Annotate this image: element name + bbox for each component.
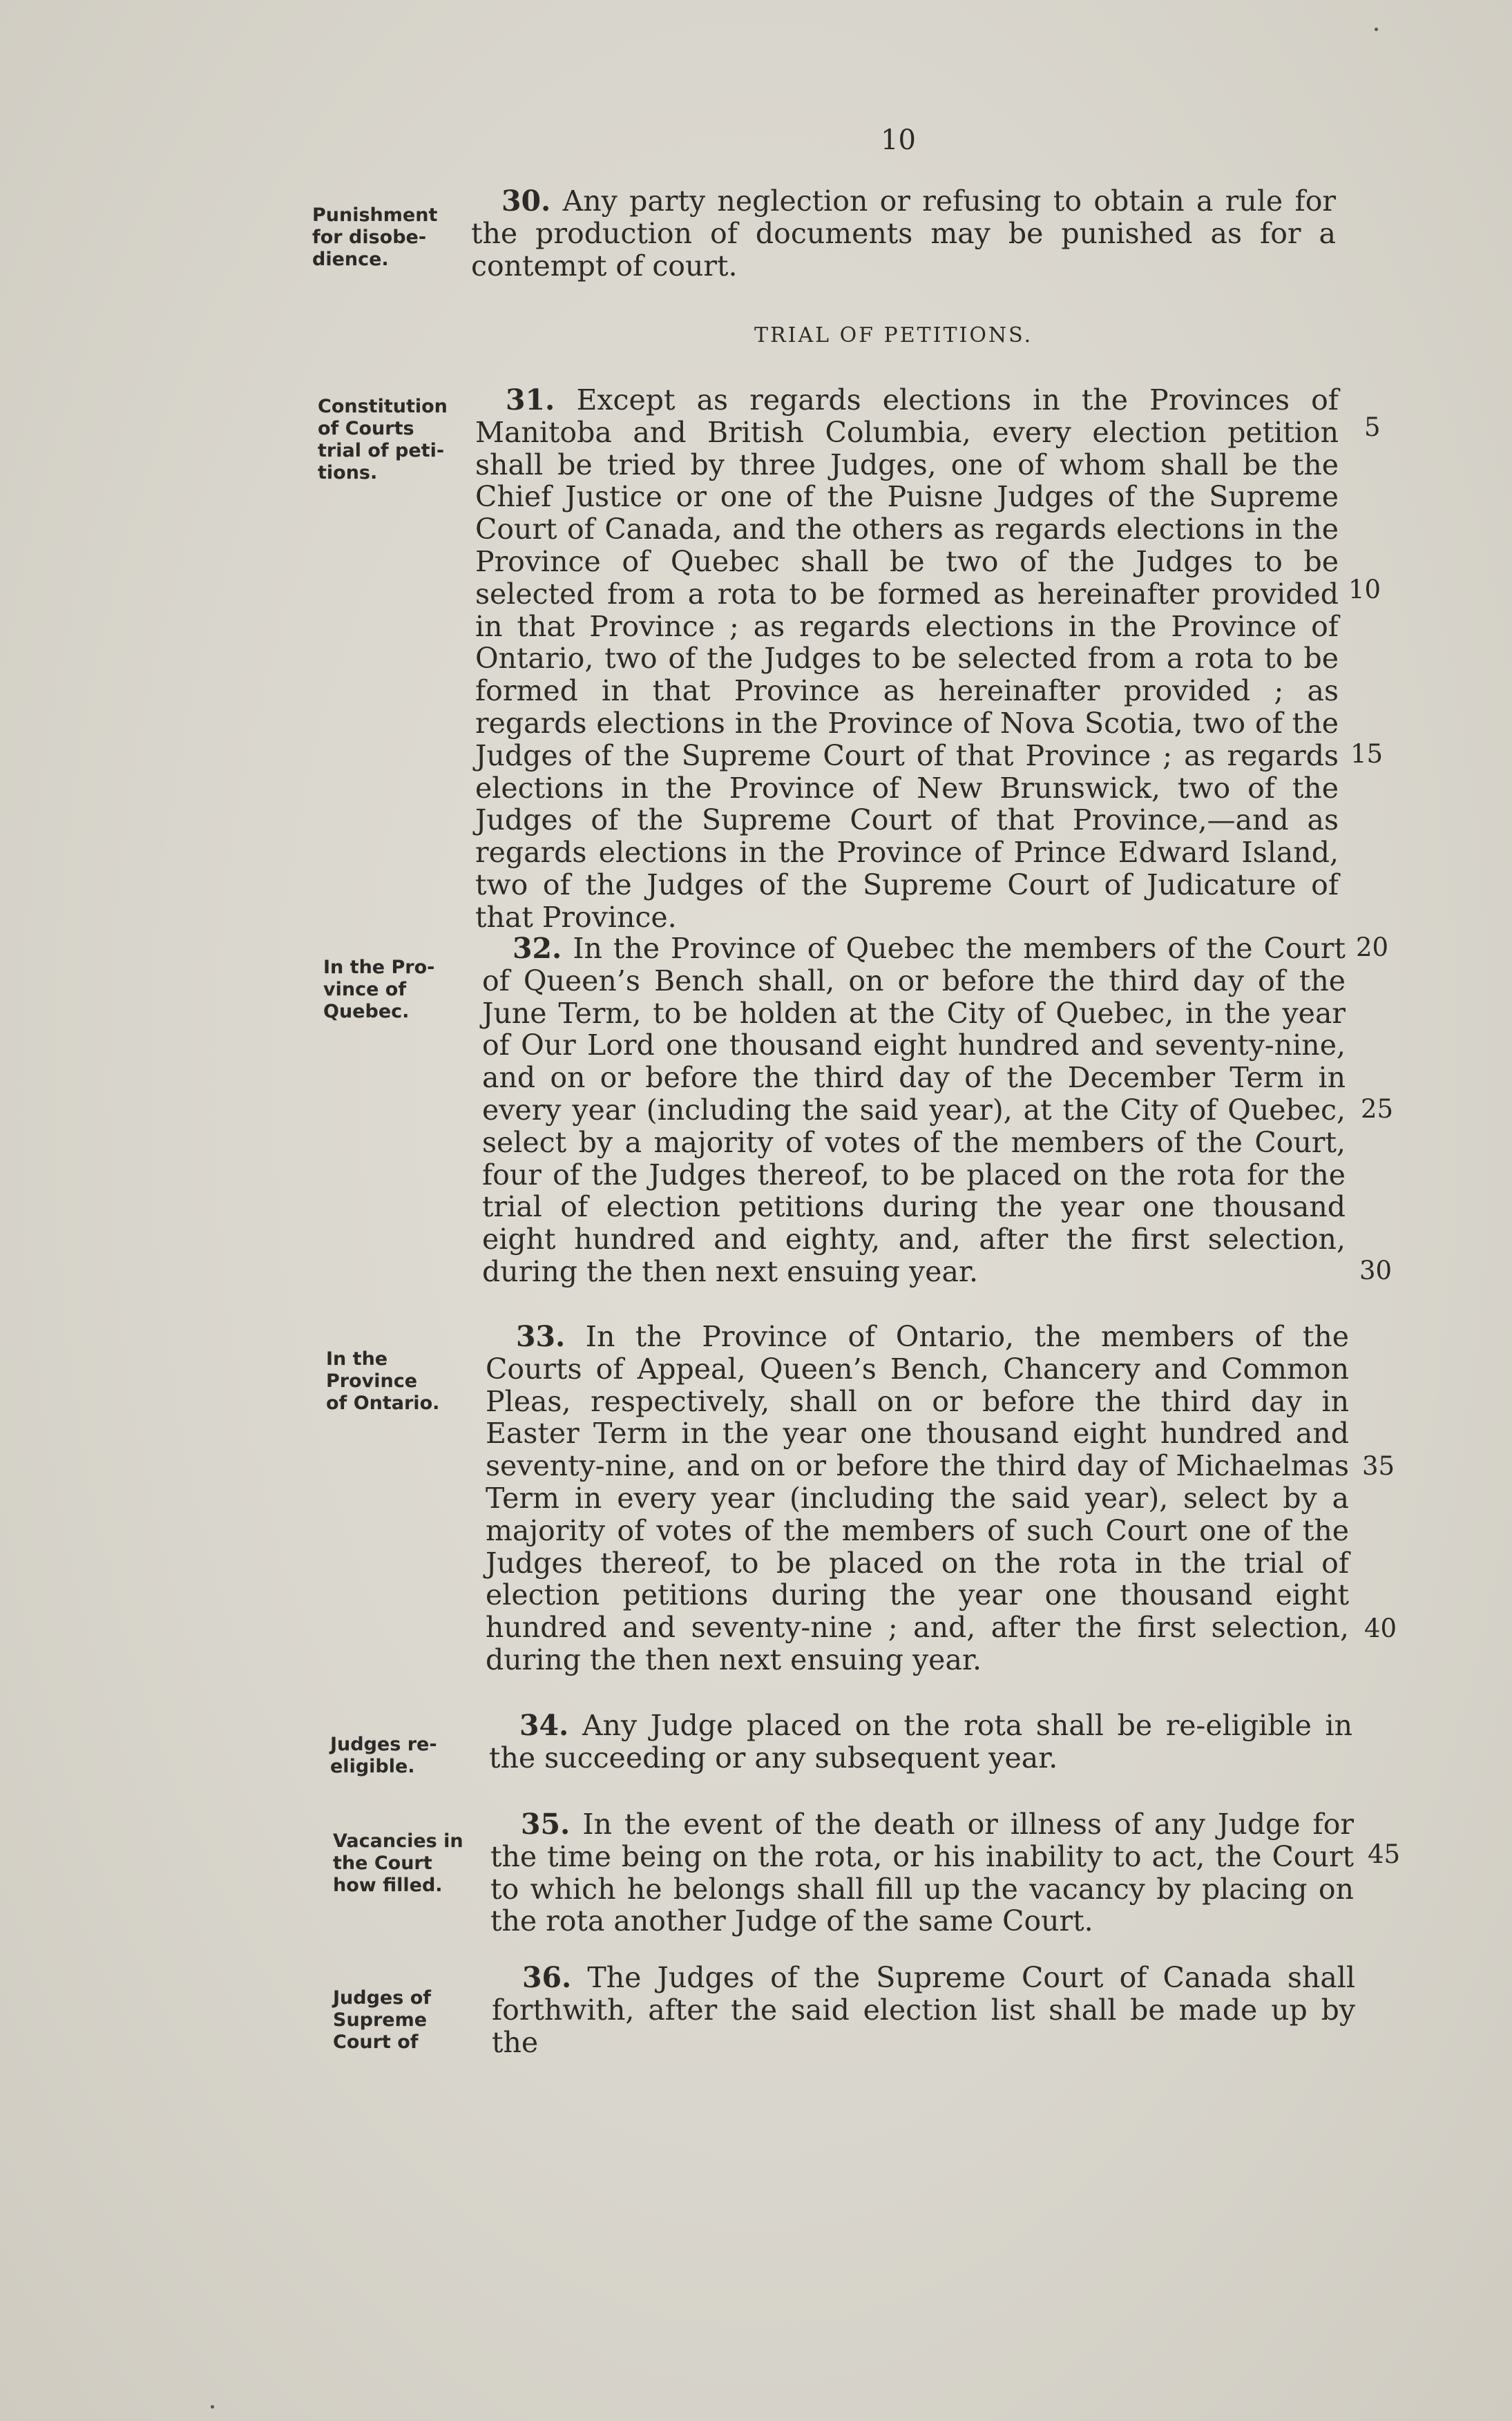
margin-note-quebec: In the Pro- vince of Quebec. xyxy=(323,957,435,1022)
line-number: 45 xyxy=(1368,1839,1401,1869)
page-number: 10 xyxy=(881,124,916,156)
section-text: In the event of the death or illness of any Judge for the time being on the rota, or his inability to act, the Court to which he belongs shall fill up the vacancy by placing on the rota another Judge of the same Court. xyxy=(490,1808,1354,1938)
section-36 xyxy=(492,1962,1355,2058)
scan-speck xyxy=(211,2405,214,2409)
margin-note-vacancies: Vacancies in the Court how filled. xyxy=(333,1830,463,1896)
section-30 xyxy=(471,185,1336,282)
line-number: 35 xyxy=(1362,1451,1395,1481)
section-34 xyxy=(489,1710,1352,1774)
section-number: 32. xyxy=(513,932,562,965)
section-text: Any party neglection or refusing to obtain a rule for the production of documents may be punished as for a contempt of court. xyxy=(471,184,1336,283)
section-number: 35. xyxy=(521,1808,571,1841)
section-32 xyxy=(482,932,1346,1288)
section-35 xyxy=(490,1808,1354,1937)
line-number: 40 xyxy=(1364,1614,1397,1643)
section-number: 36. xyxy=(522,1961,572,1994)
section-text: In the Province of Ontario, the members of the Courts of Appeal, Queen’s Bench, Chancery and Common Pleas, respectively, shall on or before the third day in Easter Term in the year one thousand eight hundred and seventy-nine, and on or before the third day of Michaelmas Term in every year (including the said year), select by a majority of votes of the members of such Court one of the Judges thereof, to be placed on the rota in the trial of election petitions during the year one thousand eight hundred and seventy-nine ; and, after the first selection, during the then next ensuing year. xyxy=(486,1320,1349,1676)
section-text: The Judges of the Supreme Court of Canada shall forthwith, after the said election list shall be made up by the xyxy=(492,1961,1355,2059)
margin-note-judges-reeligible: Judges re- eligible. xyxy=(330,1734,437,1777)
margin-note-punishment: Punishment for disobe- dience. xyxy=(312,204,438,270)
section-number: 34. xyxy=(519,1709,569,1742)
margin-note-supreme-court: Judges of Supreme Court of xyxy=(333,1987,432,2053)
line-number: 10 xyxy=(1348,575,1381,604)
line-number: 5 xyxy=(1364,412,1381,442)
scan-speck xyxy=(1375,28,1378,31)
section-number: 33. xyxy=(516,1320,566,1353)
section-33 xyxy=(486,1321,1349,1676)
line-number: 20 xyxy=(1356,932,1389,962)
margin-note-constitution: Constitution of Courts trial of peti- tions. xyxy=(318,396,448,484)
section-text: Any Judge placed on the rota shall be re-eligible in the succeeding or any subsequent year. xyxy=(489,1709,1352,1774)
section-text: Except as regards elections in the Provinces of Manitoba and British Columbia, every election petition shall be tried by three Judges, one of whom shall be the Chief Justice or one of the Puisne Judges of the Supreme Court of Canada, and the others as regards elections in the Province of Quebec shall be two of the Judges to be selected from a rota to be formed as hereinafter provided in that Province ; as regards elections in the Province of Ontario, two of the Judges to be selected from a rota to be formed in that Province as hereinafter provided ; as regards elections in the Province of Nova Scotia, two of the Judges of the Supreme Court of that Province ; as regards elections in the Province of New Brunswick, two of the Judges of the Supreme Court of that Province,—and as regards elections in the Province of Prince Edward Island, two of the Judges of the Supreme Court of Judicature of that Province. xyxy=(475,383,1339,934)
margin-note-ontario: In the Province of Ontario. xyxy=(326,1348,440,1414)
section-31 xyxy=(475,384,1339,934)
line-number: 15 xyxy=(1350,739,1384,769)
line-number: 25 xyxy=(1361,1094,1394,1124)
section-number: 30. xyxy=(501,184,551,218)
line-number: 30 xyxy=(1359,1256,1393,1285)
section-heading: TRIAL OF PETITIONS. xyxy=(754,323,1033,347)
section-number: 31. xyxy=(506,383,555,417)
section-text: In the Province of Quebec the members of the Court of Queen’s Bench shall, on or before the third day of the June Term, to be holden at the City of Quebec, in the year of Our Lord one thousand eight hundred and seventy-nine, and on or before the third day of the December Term in every year (including the said year), at the City of Quebec, select by a majority of votes of the members of the Court, four of the Judges thereof, to be placed on the rota for the trial of election petitions during the year one thousand eight hundred and eighty, and, after the first selection, during the then next ensuing year. xyxy=(482,932,1346,1288)
